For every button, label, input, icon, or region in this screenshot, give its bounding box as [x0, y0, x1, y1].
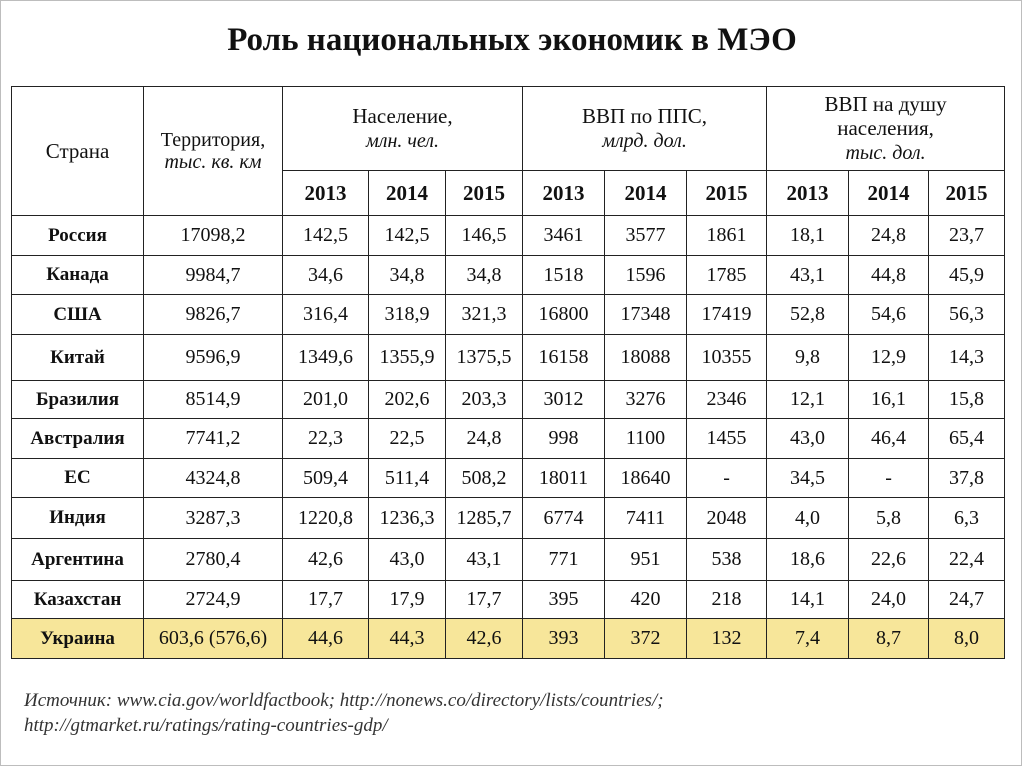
table-row — [12, 335, 1005, 381]
value-cell: 12,9 — [849, 335, 929, 381]
country-cell: Казахстан — [12, 581, 144, 619]
territory-cell: 7741,2 — [144, 419, 283, 459]
value-cell: 34,6 — [283, 256, 369, 295]
header-population — [283, 87, 523, 171]
value-cell: 7411 — [605, 498, 687, 539]
value-cell: 18640 — [605, 459, 687, 498]
value-cell: 203,3 — [446, 381, 523, 419]
value-cell: 17419 — [687, 295, 767, 335]
value-cell: 12,1 — [767, 381, 849, 419]
value-cell: 9,8 — [767, 335, 849, 381]
header-year: 2014 — [849, 171, 929, 216]
value-cell: 6774 — [523, 498, 605, 539]
value-cell: 42,6 — [446, 619, 523, 659]
value-cell: 1349,6 — [283, 335, 369, 381]
value-cell: 24,7 — [929, 581, 1005, 619]
value-cell: 3012 — [523, 381, 605, 419]
country-cell: Аргентина — [12, 539, 144, 581]
table-row — [12, 216, 1005, 256]
value-cell: 43,0 — [767, 419, 849, 459]
value-cell: 1785 — [687, 256, 767, 295]
header-gdp-pc-unit: тыс. дол. — [845, 142, 926, 164]
value-cell: 8,0 — [929, 619, 1005, 659]
value-cell: 2346 — [687, 381, 767, 419]
value-cell: 43,1 — [446, 539, 523, 581]
territory-cell: 603,6 (576,6) — [144, 619, 283, 659]
value-cell: 1596 — [605, 256, 687, 295]
page-title: Роль национальных экономик в МЭО — [227, 22, 797, 58]
table-row — [12, 539, 1005, 581]
value-cell: 44,3 — [369, 619, 446, 659]
value-cell: 321,3 — [446, 295, 523, 335]
table-row — [12, 419, 1005, 459]
header-year: 2015 — [687, 171, 767, 216]
value-cell: 34,5 — [767, 459, 849, 498]
value-cell: 316,4 — [283, 295, 369, 335]
value-cell: 395 — [523, 581, 605, 619]
value-cell: 1375,5 — [446, 335, 523, 381]
header-year: 2013 — [523, 171, 605, 216]
header-gdp-pc-line1: ВВП на душу — [824, 92, 947, 116]
value-cell: 23,7 — [929, 216, 1005, 256]
value-cell: 16800 — [523, 295, 605, 335]
territory-cell: 3287,3 — [144, 498, 283, 539]
territory-cell: 9984,7 — [144, 256, 283, 295]
country-cell: Китай — [12, 335, 144, 381]
value-cell: 4,0 — [767, 498, 849, 539]
value-cell: 17,7 — [283, 581, 369, 619]
value-cell: 393 — [523, 619, 605, 659]
value-cell: 8,7 — [849, 619, 929, 659]
value-cell: 6,3 — [929, 498, 1005, 539]
value-cell: 318,9 — [369, 295, 446, 335]
country-cell: Бразилия — [12, 381, 144, 419]
source-line-2: http://gtmarket.ru/ratings/rating-countries-gdp/ — [24, 715, 388, 736]
table-row — [12, 619, 1005, 659]
value-cell: 24,8 — [849, 216, 929, 256]
header-population-label: Население, — [352, 104, 453, 128]
value-cell: 24,8 — [446, 419, 523, 459]
value-cell: 3461 — [523, 216, 605, 256]
value-cell: 56,3 — [929, 295, 1005, 335]
value-cell: 44,6 — [283, 619, 369, 659]
value-cell: 202,6 — [369, 381, 446, 419]
header-year: 2014 — [605, 171, 687, 216]
header-year: 2013 — [767, 171, 849, 216]
table-row — [12, 381, 1005, 419]
header-territory — [144, 87, 283, 216]
value-cell: 17,7 — [446, 581, 523, 619]
value-cell: 52,8 — [767, 295, 849, 335]
table-row — [12, 295, 1005, 335]
territory-cell: 2780,4 — [144, 539, 283, 581]
value-cell: 14,3 — [929, 335, 1005, 381]
territory-cell: 8514,9 — [144, 381, 283, 419]
header-year: 2015 — [929, 171, 1005, 216]
value-cell: 18088 — [605, 335, 687, 381]
value-cell: 201,0 — [283, 381, 369, 419]
value-cell: 37,8 — [929, 459, 1005, 498]
value-cell: 372 — [605, 619, 687, 659]
table-row — [12, 581, 1005, 619]
value-cell: 10355 — [687, 335, 767, 381]
value-cell: 511,4 — [369, 459, 446, 498]
country-cell: ЕС — [12, 459, 144, 498]
value-cell: 1518 — [523, 256, 605, 295]
value-cell: 508,2 — [446, 459, 523, 498]
header-gdp-unit: млрд. дол. — [602, 130, 687, 152]
territory-cell: 17098,2 — [144, 216, 283, 256]
table-row — [12, 256, 1005, 295]
value-cell: 22,6 — [849, 539, 929, 581]
value-cell: 22,5 — [369, 419, 446, 459]
country-cell: Украина — [12, 619, 144, 659]
header-country: Страна — [12, 87, 144, 216]
value-cell: 42,6 — [283, 539, 369, 581]
country-cell: Индия — [12, 498, 144, 539]
value-cell: 65,4 — [929, 419, 1005, 459]
value-cell: 146,5 — [446, 216, 523, 256]
economies-table — [11, 86, 1005, 659]
value-cell: 771 — [523, 539, 605, 581]
value-cell: 3276 — [605, 381, 687, 419]
header-territory-unit: тыс. кв. км — [164, 151, 262, 173]
table-row — [12, 498, 1005, 539]
value-cell: 24,0 — [849, 581, 929, 619]
value-cell: 17348 — [605, 295, 687, 335]
header-year: 2015 — [446, 171, 523, 216]
country-cell: США — [12, 295, 144, 335]
value-cell: 46,4 — [849, 419, 929, 459]
header-year: 2014 — [369, 171, 446, 216]
value-cell: 14,1 — [767, 581, 849, 619]
value-cell: 1285,7 — [446, 498, 523, 539]
value-cell: 1861 — [687, 216, 767, 256]
value-cell: 1455 — [687, 419, 767, 459]
territory-cell: 9596,9 — [144, 335, 283, 381]
value-cell: 132 — [687, 619, 767, 659]
value-cell: 43,0 — [369, 539, 446, 581]
country-cell: Австралия — [12, 419, 144, 459]
value-cell: 5,8 — [849, 498, 929, 539]
territory-cell: 4324,8 — [144, 459, 283, 498]
value-cell: 22,3 — [283, 419, 369, 459]
header-year: 2013 — [283, 171, 369, 216]
header-gdp-per-capita — [767, 87, 1005, 171]
header-gdp-pc-line2: населения, — [837, 116, 934, 140]
value-cell: 17,9 — [369, 581, 446, 619]
value-cell: 44,8 — [849, 256, 929, 295]
value-cell: 998 — [523, 419, 605, 459]
value-cell: 16158 — [523, 335, 605, 381]
value-cell: 18011 — [523, 459, 605, 498]
value-cell: 951 — [605, 539, 687, 581]
source-line-1: Источник: www.cia.gov/worldfactbook; http://nonews.co/directory/lists/countries/; — [24, 690, 664, 711]
value-cell: 538 — [687, 539, 767, 581]
value-cell: - — [687, 459, 767, 498]
value-cell: 15,8 — [929, 381, 1005, 419]
value-cell: 7,4 — [767, 619, 849, 659]
territory-cell: 2724,9 — [144, 581, 283, 619]
value-cell: 1220,8 — [283, 498, 369, 539]
value-cell: 3577 — [605, 216, 687, 256]
value-cell: 34,8 — [446, 256, 523, 295]
value-cell: 509,4 — [283, 459, 369, 498]
value-cell: 18,6 — [767, 539, 849, 581]
source-note — [24, 688, 1004, 738]
header-territory-label: Территория, — [160, 129, 266, 151]
header-gdp-label: ВВП по ППС, — [582, 104, 708, 128]
value-cell: 16,1 — [849, 381, 929, 419]
value-cell: 45,9 — [929, 256, 1005, 295]
value-cell: 142,5 — [283, 216, 369, 256]
value-cell: 1100 — [605, 419, 687, 459]
value-cell: - — [849, 459, 929, 498]
value-cell: 142,5 — [369, 216, 446, 256]
value-cell: 18,1 — [767, 216, 849, 256]
value-cell: 22,4 — [929, 539, 1005, 581]
value-cell: 1355,9 — [369, 335, 446, 381]
header-population-unit: млн. чел. — [365, 130, 440, 152]
value-cell: 218 — [687, 581, 767, 619]
value-cell: 43,1 — [767, 256, 849, 295]
value-cell: 2048 — [687, 498, 767, 539]
table-row — [12, 459, 1005, 498]
value-cell: 34,8 — [369, 256, 446, 295]
value-cell: 1236,3 — [369, 498, 446, 539]
country-cell: Канада — [12, 256, 144, 295]
value-cell: 54,6 — [849, 295, 929, 335]
value-cell: 420 — [605, 581, 687, 619]
country-cell: Россия — [12, 216, 144, 256]
header-gdp — [523, 87, 767, 171]
territory-cell: 9826,7 — [144, 295, 283, 335]
